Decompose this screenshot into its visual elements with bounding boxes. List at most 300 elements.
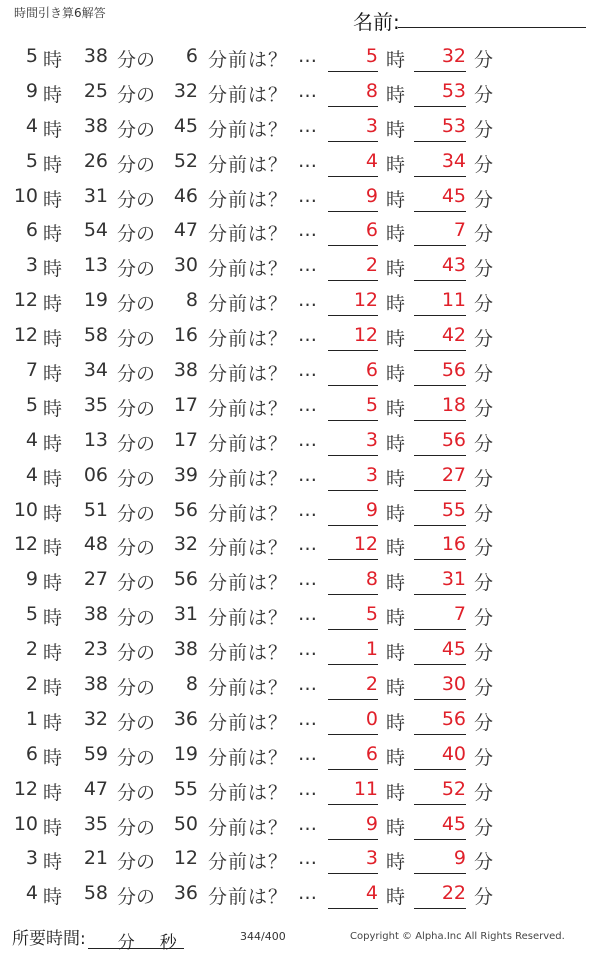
minute-of-label: 分の — [117, 851, 156, 874]
problem-minute: 27 — [83, 568, 108, 591]
hour-label: 時 — [43, 188, 63, 211]
ellipsis: … — [298, 359, 317, 382]
problem-hour: 5 — [25, 393, 38, 416]
answer-minute[interactable]: 42 — [414, 324, 466, 351]
answer-hour[interactable]: 6 — [328, 359, 378, 386]
hour-label: 時 — [43, 746, 63, 769]
minute-of-label: 分の — [117, 118, 156, 141]
minute-of-label: 分の — [117, 677, 156, 700]
minute-label: 分 — [474, 153, 494, 176]
time-required-label: 所要時間: — [12, 929, 86, 949]
answer-hour[interactable]: 8 — [328, 80, 378, 107]
problem-subtract: 17 — [173, 428, 198, 451]
problem-subtract: 36 — [173, 882, 198, 905]
problem-minute: 21 — [83, 847, 108, 870]
ellipsis: … — [298, 498, 317, 521]
answer-minute[interactable]: 34 — [414, 150, 466, 177]
minute-label: 分 — [474, 886, 494, 909]
problem-row — [0, 424, 600, 459]
answer-minute[interactable]: 55 — [414, 499, 466, 526]
minute-of-label: 分の — [117, 642, 156, 665]
question-text: 分前は？ — [208, 153, 289, 176]
minute-of-label: 分の — [117, 223, 156, 246]
problem-subtract: 6 — [185, 45, 198, 67]
minute-of-label: 分の — [117, 397, 156, 420]
minute-label: 分 — [474, 467, 494, 490]
problem-row — [0, 180, 600, 215]
ellipsis: … — [298, 428, 317, 451]
minute-of-label: 分の — [117, 467, 156, 490]
problem-hour: 10 — [13, 498, 38, 521]
ellipsis: … — [298, 463, 317, 486]
minute-label: 分 — [474, 223, 494, 246]
ellipsis: … — [298, 219, 317, 242]
problem-subtract: 36 — [173, 707, 198, 730]
minute-label: 分 — [474, 188, 494, 211]
answer-hour[interactable]: 3 — [328, 464, 378, 491]
minute-label: 分 — [474, 711, 494, 734]
ellipsis: … — [298, 114, 317, 137]
time-required — [12, 924, 184, 953]
problem-hour: 2 — [25, 673, 38, 696]
problem-hour: 4 — [25, 114, 38, 137]
hour-label: 時 — [43, 886, 63, 909]
question-text: 分前は？ — [208, 781, 289, 804]
answer-minute[interactable]: 18 — [414, 394, 466, 421]
answer-minute[interactable]: 53 — [414, 80, 466, 107]
minute-of-label: 分の — [117, 607, 156, 630]
question-text: 分前は？ — [208, 223, 289, 246]
problem-subtract: 16 — [173, 324, 198, 347]
minute-of-label: 分の — [117, 83, 156, 106]
question-text: 分前は？ — [208, 677, 289, 700]
problem-hour: 5 — [25, 603, 38, 626]
minute-label: 分 — [474, 328, 494, 351]
minute-label: 分 — [474, 397, 494, 420]
hour-label: 時 — [386, 223, 406, 246]
hour-label: 時 — [43, 397, 63, 420]
minute-label: 分 — [474, 642, 494, 665]
problem-subtract: 47 — [173, 219, 198, 242]
problem-row — [0, 40, 600, 75]
answer-hour[interactable]: 4 — [328, 150, 378, 177]
hour-label: 時 — [43, 607, 63, 630]
question-text: 分前は？ — [208, 572, 289, 595]
problem-row — [0, 877, 600, 912]
problem-hour: 4 — [25, 463, 38, 486]
ellipsis: … — [298, 882, 317, 905]
problem-hour: 3 — [25, 847, 38, 870]
problem-row — [0, 738, 600, 773]
problem-subtract: 46 — [173, 184, 198, 207]
answer-minute[interactable]: 7 — [414, 219, 466, 246]
problem-minute: 32 — [83, 707, 108, 730]
hour-label: 時 — [386, 502, 406, 525]
hour-label: 時 — [386, 746, 406, 769]
problem-subtract: 19 — [173, 742, 198, 765]
hour-label: 時 — [386, 49, 406, 71]
problem-subtract: 50 — [173, 812, 198, 835]
hour-label: 時 — [43, 711, 63, 734]
ellipsis: … — [298, 638, 317, 661]
problem-minute: 34 — [83, 359, 108, 382]
page-number: 344/400 — [240, 930, 286, 943]
hour-label: 時 — [43, 258, 63, 281]
answer-minute[interactable]: 56 — [414, 359, 466, 386]
hour-label: 時 — [386, 607, 406, 630]
answer-minute[interactable]: 56 — [414, 429, 466, 456]
problem-row — [0, 214, 600, 249]
answer-hour[interactable]: 4 — [328, 882, 378, 909]
problem-subtract: 12 — [173, 847, 198, 870]
minute-of-label: 分の — [117, 816, 156, 839]
hour-label: 時 — [43, 572, 63, 595]
problem-row — [0, 563, 600, 598]
answer-minute[interactable]: 22 — [414, 882, 466, 909]
minute-label: 分 — [474, 293, 494, 316]
answer-minute[interactable]: 52 — [414, 778, 466, 805]
hour-label: 時 — [43, 83, 63, 106]
problem-row — [0, 773, 600, 808]
minute-label: 分 — [474, 851, 494, 874]
problem-row — [0, 808, 600, 843]
minute-label: 分 — [474, 781, 494, 804]
problem-minute: 35 — [83, 812, 108, 835]
hour-label: 時 — [43, 642, 63, 665]
problem-row — [0, 354, 600, 389]
question-text: 分前は？ — [208, 397, 289, 420]
ellipsis: … — [298, 603, 317, 626]
problem-subtract: 38 — [173, 359, 198, 382]
problem-minute: 54 — [83, 219, 108, 242]
problem-minute: 06 — [83, 463, 108, 486]
question-text: 分前は？ — [208, 467, 289, 490]
hour-label: 時 — [43, 363, 63, 386]
answer-hour[interactable]: 2 — [328, 673, 378, 700]
answer-hour[interactable]: 2 — [328, 254, 378, 281]
problem-hour: 10 — [13, 812, 38, 835]
answer-minute[interactable]: 45 — [414, 185, 466, 212]
hour-label: 時 — [386, 711, 406, 734]
problem-subtract: 32 — [173, 79, 198, 102]
minute-of-label: 分の — [117, 537, 156, 560]
hour-label: 時 — [386, 677, 406, 700]
problem-hour: 12 — [13, 289, 38, 312]
minute-label: 分 — [474, 258, 494, 281]
problem-subtract: 31 — [173, 603, 198, 626]
problem-row — [0, 598, 600, 633]
answer-minute[interactable]: 16 — [414, 533, 466, 560]
question-text: 分前は？ — [208, 363, 289, 386]
question-text: 分前は？ — [208, 502, 289, 525]
minute-of-label: 分の — [117, 258, 156, 281]
minute-label: 分 — [474, 83, 494, 106]
time-required-field[interactable] — [88, 930, 184, 953]
problem-hour: 12 — [13, 533, 38, 556]
minute-label: 分 — [474, 572, 494, 595]
problem-hour: 9 — [25, 79, 38, 102]
problem-subtract: 38 — [173, 638, 198, 661]
question-text: 分前は？ — [208, 711, 289, 734]
answer-minute[interactable]: 43 — [414, 254, 466, 281]
problem-minute: 58 — [83, 324, 108, 347]
minute-label: 分 — [474, 537, 494, 560]
answer-hour[interactable]: 11 — [328, 778, 378, 805]
problem-row — [0, 528, 600, 563]
problem-minute: 26 — [83, 149, 108, 172]
hour-label: 時 — [386, 781, 406, 804]
minute-of-label: 分の — [117, 432, 156, 455]
hour-label: 時 — [43, 851, 63, 874]
ellipsis: … — [298, 324, 317, 347]
minute-of-label: 分の — [117, 572, 156, 595]
problem-minute: 47 — [83, 777, 108, 800]
problem-subtract: 56 — [173, 498, 198, 521]
minute-label: 分 — [474, 677, 494, 700]
problem-minute: 38 — [83, 603, 108, 626]
ellipsis: … — [298, 149, 317, 172]
minute-of-label: 分の — [117, 153, 156, 176]
ellipsis: … — [298, 847, 317, 870]
problem-hour: 12 — [13, 777, 38, 800]
minute-label: 分 — [474, 607, 494, 630]
hour-label: 時 — [43, 118, 63, 141]
problem-row — [0, 703, 600, 738]
problem-subtract: 56 — [173, 568, 198, 591]
problem-row — [0, 284, 600, 319]
answer-hour[interactable]: 12 — [328, 533, 378, 560]
problem-hour: 6 — [25, 742, 38, 765]
answer-minute[interactable]: 53 — [414, 115, 466, 142]
answer-minute[interactable]: 30 — [414, 673, 466, 700]
problem-minute: 19 — [83, 289, 108, 312]
problem-subtract: 52 — [173, 149, 198, 172]
ellipsis: … — [298, 568, 317, 591]
hour-label: 時 — [386, 467, 406, 490]
question-text: 分前は？ — [208, 607, 289, 630]
hour-label: 時 — [43, 293, 63, 316]
question-text: 分前は？ — [208, 432, 289, 455]
question-text: 分前は？ — [208, 49, 289, 71]
answer-minute[interactable]: 7 — [414, 603, 466, 630]
hour-label: 時 — [386, 153, 406, 176]
minute-of-label: 分の — [117, 886, 156, 909]
problem-hour: 5 — [25, 149, 38, 172]
hour-label: 時 — [43, 467, 63, 490]
minute-label: 分 — [474, 432, 494, 455]
minute-label: 分 — [474, 816, 494, 839]
problem-minute: 31 — [83, 184, 108, 207]
answer-minute[interactable]: 45 — [414, 813, 466, 840]
question-text: 分前は？ — [208, 816, 289, 839]
answer-hour[interactable]: 3 — [328, 115, 378, 142]
answer-hour[interactable]: 9 — [328, 813, 378, 840]
answer-hour[interactable]: 0 — [328, 708, 378, 735]
problem-minute: 58 — [83, 882, 108, 905]
problem-minute: 38 — [83, 673, 108, 696]
problem-minute: 51 — [83, 498, 108, 521]
hour-label: 時 — [43, 781, 63, 804]
question-text: 分前は？ — [208, 328, 289, 351]
hour-label: 時 — [43, 432, 63, 455]
question-text: 分前は？ — [208, 258, 289, 281]
problem-hour: 12 — [13, 324, 38, 347]
problem-subtract: 45 — [173, 114, 198, 137]
problem-minute: 23 — [83, 638, 108, 661]
minute-of-label: 分の — [117, 746, 156, 769]
hour-label: 時 — [386, 328, 406, 351]
problem-row — [0, 459, 600, 494]
hour-label: 時 — [386, 363, 406, 386]
hour-label: 時 — [43, 537, 63, 560]
answer-minute[interactable]: 27 — [414, 464, 466, 491]
question-text: 分前は？ — [208, 851, 289, 874]
problem-minute: 25 — [83, 79, 108, 102]
problem-subtract: 55 — [173, 777, 198, 800]
problem-row — [0, 110, 600, 145]
answer-hour[interactable]: 6 — [328, 219, 378, 246]
second-unit: 秒 — [159, 933, 177, 953]
problem-minute: 38 — [83, 45, 108, 67]
answer-hour[interactable]: 1 — [328, 638, 378, 665]
answer-minute[interactable]: 56 — [414, 708, 466, 735]
ellipsis: … — [298, 79, 317, 102]
answer-hour[interactable]: 5 — [328, 45, 378, 72]
problem-minute: 38 — [83, 114, 108, 137]
minute-label: 分 — [474, 49, 494, 71]
problem-hour: 4 — [25, 428, 38, 451]
answer-minute[interactable]: 40 — [414, 743, 466, 770]
ellipsis: … — [298, 289, 317, 312]
question-text: 分前は？ — [208, 118, 289, 141]
problem-row — [0, 842, 600, 877]
hour-label: 時 — [43, 153, 63, 176]
hour-label: 時 — [386, 816, 406, 839]
answer-hour[interactable]: 3 — [328, 847, 378, 874]
answer-minute[interactable]: 31 — [414, 568, 466, 595]
hour-label: 時 — [386, 537, 406, 560]
name-field[interactable] — [398, 27, 586, 28]
ellipsis: … — [298, 742, 317, 765]
problem-hour: 2 — [25, 638, 38, 661]
problem-list — [0, 40, 600, 912]
hour-label: 時 — [386, 83, 406, 106]
answer-minute[interactable]: 32 — [414, 45, 466, 72]
hour-label: 時 — [43, 223, 63, 246]
minute-of-label: 分の — [117, 781, 156, 804]
problem-hour: 1 — [25, 707, 38, 730]
problem-subtract: 30 — [173, 254, 198, 277]
problem-minute: 13 — [83, 428, 108, 451]
problem-row — [0, 633, 600, 668]
hour-label: 時 — [43, 328, 63, 351]
problem-minute: 13 — [83, 254, 108, 277]
answer-hour[interactable]: 3 — [328, 429, 378, 456]
problem-hour: 9 — [25, 568, 38, 591]
minute-of-label: 分の — [117, 711, 156, 734]
problem-hour: 5 — [25, 45, 38, 67]
minute-of-label: 分の — [117, 49, 156, 71]
problem-subtract: 39 — [173, 463, 198, 486]
answer-hour[interactable]: 5 — [328, 603, 378, 630]
question-text: 分前は？ — [208, 293, 289, 316]
question-text: 分前は？ — [208, 746, 289, 769]
hour-label: 時 — [386, 397, 406, 420]
hour-label: 時 — [386, 188, 406, 211]
problem-subtract: 32 — [173, 533, 198, 556]
problem-row — [0, 75, 600, 110]
minute-of-label: 分の — [117, 363, 156, 386]
answer-minute[interactable]: 9 — [414, 847, 466, 874]
hour-label: 時 — [386, 432, 406, 455]
problem-minute: 59 — [83, 742, 108, 765]
ellipsis: … — [298, 533, 317, 556]
answer-minute[interactable]: 45 — [414, 638, 466, 665]
ellipsis: … — [298, 254, 317, 277]
problem-subtract: 8 — [185, 289, 198, 312]
minute-label: 分 — [474, 502, 494, 525]
question-text: 分前は？ — [208, 83, 289, 106]
problem-minute: 48 — [83, 533, 108, 556]
ellipsis: … — [298, 812, 317, 835]
ellipsis: … — [298, 777, 317, 800]
problem-row — [0, 494, 600, 529]
hour-label: 時 — [43, 816, 63, 839]
answer-hour[interactable]: 9 — [328, 185, 378, 212]
question-text: 分前は？ — [208, 642, 289, 665]
problem-row — [0, 389, 600, 424]
answer-hour[interactable]: 8 — [328, 568, 378, 595]
problem-row — [0, 145, 600, 180]
copyright: Copyright © Alpha.Inc All Rights Reserved. — [350, 931, 565, 942]
minute-of-label: 分の — [117, 328, 156, 351]
hour-label: 時 — [386, 886, 406, 909]
question-text: 分前は？ — [208, 537, 289, 560]
ellipsis: … — [298, 45, 317, 67]
minute-unit: 分 — [117, 933, 135, 953]
problem-subtract: 17 — [173, 393, 198, 416]
answer-hour[interactable]: 12 — [328, 289, 378, 316]
ellipsis: … — [298, 707, 317, 730]
question-text: 分前は？ — [208, 886, 289, 909]
answer-hour[interactable]: 9 — [328, 499, 378, 526]
minute-of-label: 分の — [117, 188, 156, 211]
problem-hour: 4 — [25, 882, 38, 905]
problem-row — [0, 249, 600, 284]
name-label: 名前: — [353, 10, 400, 34]
problem-row — [0, 668, 600, 703]
answer-hour[interactable]: 12 — [328, 324, 378, 351]
question-text: 分前は？ — [208, 188, 289, 211]
hour-label: 時 — [386, 293, 406, 316]
minute-label: 分 — [474, 746, 494, 769]
ellipsis: … — [298, 184, 317, 207]
minute-label: 分 — [474, 118, 494, 141]
hour-label: 時 — [386, 572, 406, 595]
ellipsis: … — [298, 673, 317, 696]
hour-label: 時 — [43, 677, 63, 700]
problem-hour: 7 — [25, 359, 38, 382]
hour-label: 時 — [43, 502, 63, 525]
answer-hour[interactable]: 6 — [328, 743, 378, 770]
minute-label: 分 — [474, 363, 494, 386]
problem-subtract: 8 — [185, 673, 198, 696]
answer-minute[interactable]: 11 — [414, 289, 466, 316]
answer-hour[interactable]: 5 — [328, 394, 378, 421]
hour-label: 時 — [386, 642, 406, 665]
worksheet-title: 時間引き算6解答 — [14, 6, 106, 20]
hour-label: 時 — [43, 49, 63, 71]
